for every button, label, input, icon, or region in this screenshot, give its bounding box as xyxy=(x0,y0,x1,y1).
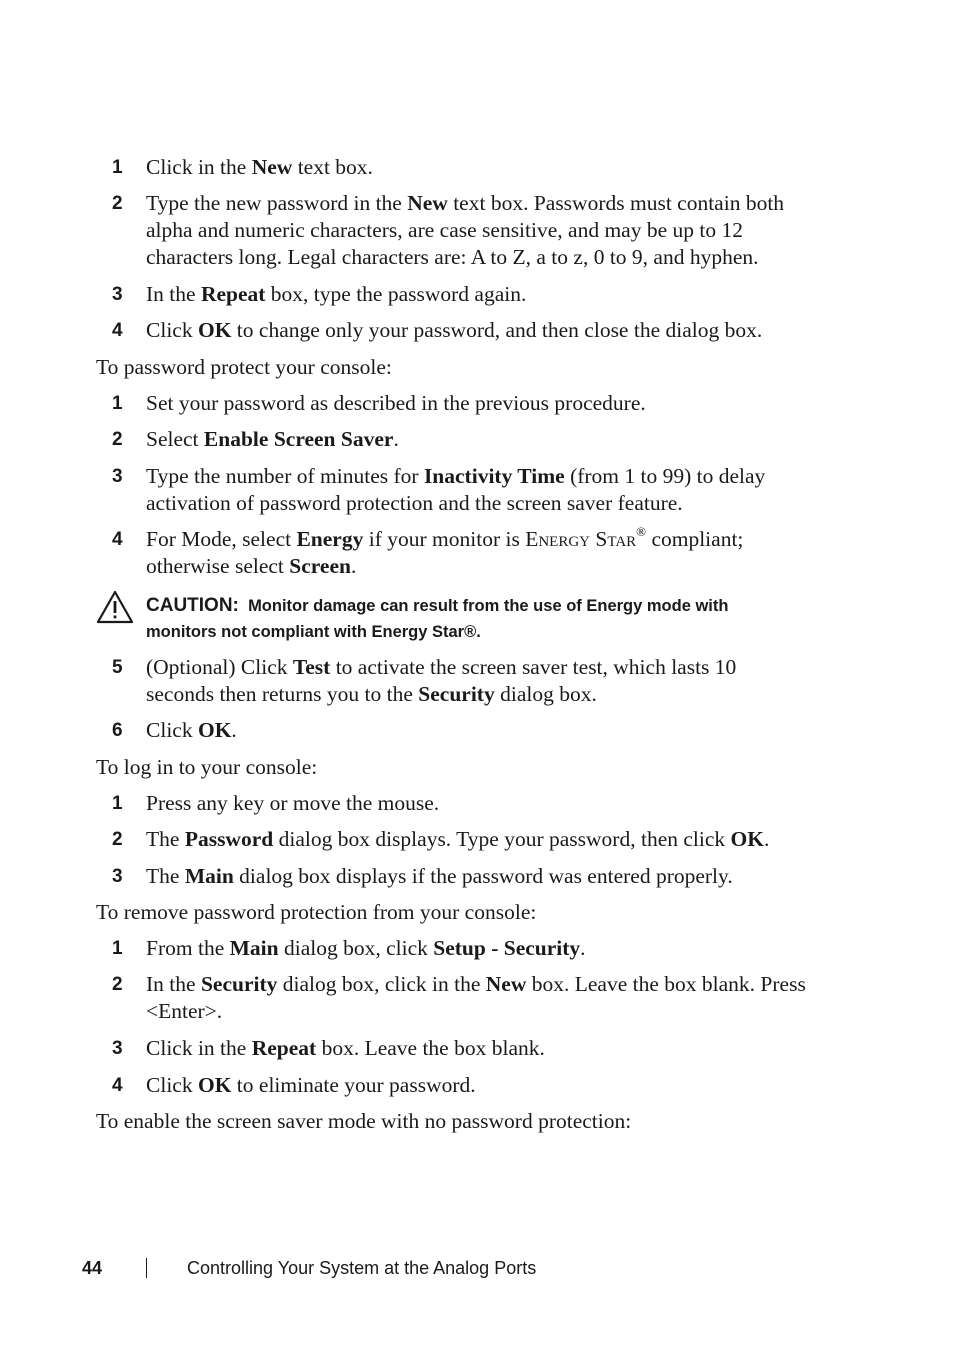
caution-label: CAUTION: xyxy=(146,595,239,616)
step-text: From the Main dialog box, click Setup - Security. xyxy=(146,936,586,960)
step-text: The Main dialog box displays if the password was entered properly. xyxy=(146,864,733,888)
step-text: Select Enable Screen Saver. xyxy=(146,427,399,451)
step-text: Click OK to eliminate your password. xyxy=(146,1073,476,1097)
caution-text: CAUTION: Monitor damage can result from the use of Energy mode with monitors not compliant with Energy Star®. xyxy=(146,595,729,641)
step-text: Click in the New text box. xyxy=(146,155,373,179)
step-number: 2 xyxy=(112,193,123,214)
step-text: For Mode, select Energy if your monitor is Energy Star® compliant; otherwise select Screen. xyxy=(146,523,744,578)
intro-remove: To remove password protection from your console: xyxy=(96,900,537,924)
step-number: 4 xyxy=(112,529,123,550)
section-title: Controlling Your System at the Analog Ports xyxy=(187,1258,537,1278)
intro-login: To log in to your console: xyxy=(96,755,318,779)
step-text: Set your password as described in the previous procedure. xyxy=(146,391,646,415)
step-number: 1 xyxy=(112,938,123,959)
step-number: 2 xyxy=(112,429,123,450)
step-text: The Password dialog box displays. Type your password, then click OK. xyxy=(146,827,770,851)
page-number: 44 xyxy=(82,1258,103,1278)
warning-icon xyxy=(96,590,134,624)
step-number: 3 xyxy=(112,1038,123,1059)
footer-divider xyxy=(146,1258,147,1278)
step-text: In the Security dialog box, click in the New box. Leave the box blank. Press <Enter>. xyxy=(146,972,806,1023)
intro-protect: To password protect your console: xyxy=(96,355,392,379)
step-text: Type the new password in the New text box. Passwords must contain both alpha and numeric characters, are case sensitive, and may be up to 12 characters long. Legal characters are: A to Z, a to z, 0 to 9, and hyphen. xyxy=(146,191,785,269)
step-number: 5 xyxy=(112,657,123,678)
step-number: 3 xyxy=(112,866,123,887)
step-number: 1 xyxy=(112,793,123,814)
step-number: 3 xyxy=(112,466,123,487)
intro-screensaver: To enable the screen saver mode with no password protection: xyxy=(96,1109,632,1133)
step-text: Click OK to change only your password, and then close the dialog box. xyxy=(146,318,763,342)
step-number: 1 xyxy=(112,393,123,414)
step-text: Click OK. xyxy=(146,718,237,742)
step-number: 3 xyxy=(112,284,123,305)
step-number: 4 xyxy=(112,320,123,341)
step-number: 1 xyxy=(112,157,123,178)
step-text: Type the number of minutes for Inactivity Time (from 1 to 99) to delay activation of password protection and the screen saver feature. xyxy=(146,464,766,515)
step-number: 2 xyxy=(112,974,123,995)
step-text: Click in the Repeat box. Leave the box blank. xyxy=(146,1036,545,1060)
step-number: 4 xyxy=(112,1075,123,1096)
step-text: Press any key or move the mouse. xyxy=(146,791,440,815)
step-text: (Optional) Click Test to activate the screen saver test, which lasts 10 seconds then returns you to the Security dialog box. xyxy=(146,655,737,706)
step-text: In the Repeat box, type the password again. xyxy=(146,282,527,306)
step-number: 2 xyxy=(112,829,123,850)
step-number: 6 xyxy=(112,720,123,741)
